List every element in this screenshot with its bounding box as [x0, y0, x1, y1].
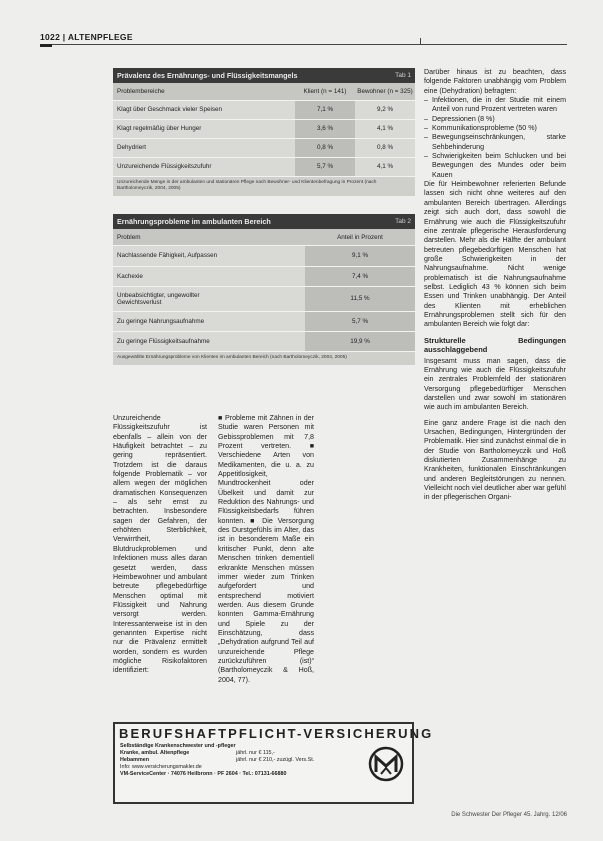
- page-number: 1022: [40, 32, 61, 42]
- ad-headline: BERUFSHAFTPFLICHT-VERSICHERUNG: [119, 726, 434, 741]
- table-row: Nachlassende Fähigkeit, Aufpassen 9,1 %: [113, 246, 415, 267]
- text-column-right: [424, 68, 566, 808]
- body-paragraph: Darüber hinaus ist zu beachten, dass folgende Faktoren unabhängig vom Problem eine (Dehydration) befragten:: [424, 68, 566, 95]
- section-heading: Strukturelle Bedingungen ausschlaggebend: [424, 335, 566, 354]
- table-footnote: Unzureichende Menge in der ambulanten und stationären Pflege nach Bewohner- und Klientenbefragung in Prozent (nach Bartholomeyczik, 2004, 2005): [113, 177, 415, 196]
- table-row: Dehydriert 0,8 % 0,8 %: [113, 139, 415, 158]
- body-paragraph: Insgesamt muss man sagen, dass die Ernährung wie auch die Flüssigkeitszufuhr ein zentrales Problemfeld der stationären Versorgung pflegebedürftiger Menschen darstellen und zwar sowohl im stationären wie auch im ambulanten Bereich.: [424, 356, 566, 412]
- body-paragraph: Die für Heimbewohner referierten Befunde lassen sich nicht ohne weiteres auf den ambulanten Bereich übertragen. Allerdings zeigt sich auch dort, dass sowohl die Ernährung wie auch die Flüssigkeitszufuhr eine zentrale pflegerische Herausforderung darstellen. Mehr als die Hälfte der ambulant betreuten pflegebedürftigen Menschen hat große Schwierigkeiten in der Nahrungsaufnahme. Nicht wenige problematisch ist die Nahrungsaufnahme selbst. Lediglich 43 % können sich beim Essen und Trinken unabhängig. Der Anteil des Klienten mit erheblichen Ernährungsproblemen stellt sich für den ambulanten Bereich wie folgt dar:: [424, 180, 566, 329]
- risk-factor-list: ■ Probleme mit Zähnen in der Studie waren Personen mit Gebissproblemen mit 7,8 Prozent vertreten. ■ Verschiedene Arten von Medikamenten, die u. a. zu Appetitlosigkeit, Mundtrockenheit oder Übelkeit und damit zur Reduktion des Nahrungs- und Flüssigkeitsbedarfs führen konnten. ■ Die Versorgung des Durstgefühls im Alter, das ist in besonderem Maße ein kritischer Punkt, denn alte Menschen trinken dementiell erkrankte Menschen müssen immer wieder zum Trinken aufgefordert und entsprechend motiviert werden. Aus diesem Grunde konnten Gamma-Ernährung und Spiele zu der Einschätzung, dass „Dehydration aufgrund Teil auf unzureichende Pflege zurückzuführen (ist)“ (Bartholomeyczik & Hoß, 2004, 77).: [218, 414, 314, 684]
- list-item: – Infektionen, die in der Studie mit einem Anteil von rund Prozent vertreten waren: [432, 96, 566, 115]
- advertisement-box: [113, 722, 434, 804]
- list-item: – Depressionen (8 %): [432, 115, 566, 124]
- list-item: – Schwierigkeiten beim Schlucken und bei Bewegungen des Mundes oder beim Kauen: [432, 152, 566, 180]
- table-header-row: Problem Anteil in Prozent: [113, 229, 415, 246]
- table-row: Klagt regelmäßig über Hunger 3,6 % 4,1 %: [113, 120, 415, 139]
- table-row: Kachexie 7,4 %: [113, 267, 415, 287]
- risk-list: [424, 96, 566, 180]
- table-row: Unzureichende Flüssigkeitszufuhr 5,7 % 4,1 %: [113, 158, 415, 177]
- table-footnote: Ausgewählte Ernährungsprobleme von Klienten im ambulanten Bereich (nach Bartholomeyczik, 2004, 2005): [113, 352, 415, 365]
- header-rule-accent: [40, 44, 52, 47]
- table-row: Zu geringe Nahrungsaufnahme 5,7 %: [113, 312, 415, 332]
- table-code: Tab 1: [395, 72, 411, 79]
- table-prevalence: [113, 68, 415, 196]
- body-paragraph: Eine ganz andere Frage ist die nach den Ursachen, Bedingungen, Hintergründen der Problematik. Hier sind zunächst einmal die in der Studie von Bartholomeyczik und Hoß diskutierten Zusammenhänge zu Krankheiten, funktionalen Einschränkungen und anderen Begleitstörungen zu nennen. Vielleicht noch viel deutlicher aber war gefühl in der pflegerischen Organi-: [424, 418, 566, 502]
- text-column-middle: [218, 414, 314, 714]
- ad-link[interactable]: Info: www.versicherungsmakler.de: [120, 763, 202, 770]
- table-row: Unbeabsichtigter, ungewollter Gewichtsverlust 11,5 %: [113, 287, 415, 312]
- header-rule: [40, 44, 567, 45]
- ad-body: Selbständige Krankenschwester und -pfleger Kranke, ambul. Altenpflege jährl. nur € 115,- Hebammen jährl. nur € 210,- zuzügl. Vers.St. Info: www.versicherungsmakler.de VM-ServiceCenter · 74076 Heilbronn · PF 2604 · Tel.: 07131-66880: [120, 743, 315, 777]
- header-separator: [420, 38, 421, 44]
- page-footer: Die Schwester Der Pfleger 45. Jahrg. 12/06: [451, 812, 567, 818]
- table-title: Ernährungsprobleme im ambulanten Bereich Tab 2: [113, 214, 415, 229]
- table-row: Zu geringe Flüssigkeitsaufnahme 19,9 %: [113, 332, 415, 352]
- list-item: – Kommunikationsprobleme (50 %): [432, 124, 566, 133]
- body-paragraph: Unzureichende Flüssigkeitszufuhr ist ebenfalls – allein von der Häufigkeit betrachtet – zu gering repräsentiert. Trotzdem ist die daraus folgende Problematik – vor allem wegen der möglichen dramatischen Konsequenzen – als sehr ernst zu betrachten. Insbesondere sagen der Gefahren, der erhöhten Sterblichkeit, Verwirrtheit, Blutdruckproblemen und Infektionen muss alles daran gesetzt werden, dass Heimbewohner und ambulant betreute pflegebedürftige Menschen optimal mit Flüssigkeit und Nahrung versorgt werden. Interessanterweise ist in den genannten Expertise nicht nur die Prävalenz ermittelt worden, sondern es wurden mögliche Risikofaktoren identifiziert:: [113, 414, 207, 675]
- table-code: Tab 2: [395, 218, 411, 225]
- text-column-left: [113, 414, 207, 714]
- list-item: – Bewegungseinschränkungen, starke Sehbehinderung: [432, 133, 566, 152]
- table-title: Prävalenz des Ernährungs- und Flüssigkeitsmangels Tab 1: [113, 68, 415, 83]
- table-outpatient-problems: [113, 214, 415, 365]
- section-title: ALTENPFLEGE: [67, 32, 133, 42]
- insurance-logo-icon: [368, 746, 404, 782]
- page-header: 1022 | ALTENPFLEGE: [40, 32, 133, 42]
- table-row: Klagt über Geschmack vieler Speisen 7,1 % 9,2 %: [113, 101, 415, 120]
- table-header-row: Problembereiche Klient (n = 141) Bewohner (n = 325): [113, 83, 415, 101]
